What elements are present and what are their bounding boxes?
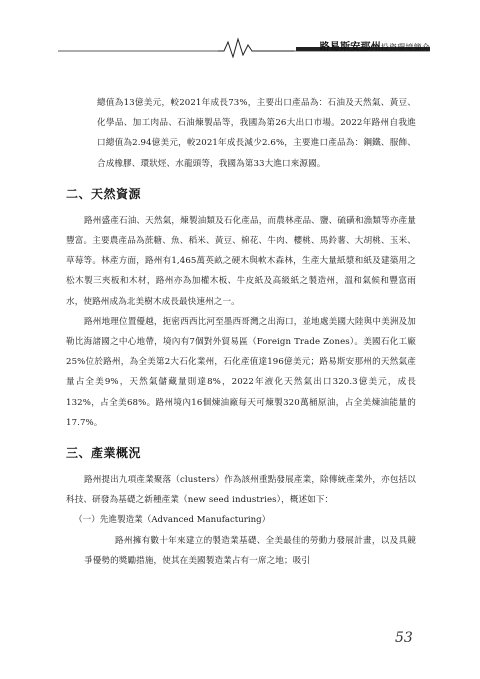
paragraph-trade: 總值為13億美元，較2021年成長73%，主要出口產品為：石油及天然氣、黃豆、化學品、加工肉品、石油煉製品等，我國為第26大出口市場。2022年路州自我進口總值為2.94億美元，較2021年成長減少2.6%，主要進口產品為：鋼鐵、服飾、合成橡膠、環狀烴、水龍頭等，我國為第33大進口來源國。 — [97, 98, 416, 169]
header-title-sub: 投資環境簡介 — [380, 43, 430, 52]
paragraph-geography: 路州地理位置優越，扼密西西比河至墨西哥灣之出海口，並地處美國大陸與中美洲及加勒比海諸國之中心地帶，境內有7個對外貿易區（Foreign Trade Zones）。美國石化工廠25%位於路州，為全美第2大石化業州，石化產值達196億美元；路易斯安那州的天然氣產量占全美9%，天然氣儲藏量則達8%，2022年液化天然氣出口320.3億美元，成長132%，占全美68%。路州境內16個煉油廠每天可煉製320萬桶原油，占全美煉油能量的17.7%。 — [66, 316, 416, 428]
section-heading-natural-resources: 二、天然資源 — [66, 186, 142, 201]
header-title-main: 路易斯安那州 — [319, 42, 381, 53]
paragraph-resources: 路州盛產石油、天然氣，煉製油類及石化產品，而農林產品、鹽、硫磺和漁類等亦產量豐富。主要農產品為蔗糖、魚、稻米、黃豆、棉花、牛肉、櫻桃、馬鈴薯、大胡桃、玉米、草莓等。林產方面，路州有1,465萬英畝之硬木與軟木森林，生產大量紙漿和紙及建築用之松木製三夾板和木材，路州亦為加權木板、牛皮紙及高級紙之製造州，溫和氣候和豐富雨水，使路州成為北美樹木成長最快速州之一。 — [66, 215, 416, 307]
page-number: 53 — [395, 630, 413, 646]
subsection-heading-advanced-manufacturing: （一）先進製造業（Advanced Manufacturing） — [74, 515, 271, 526]
header-title — [320, 38, 430, 53]
page-body — [66, 93, 416, 571]
section-heading-industry-overview: 三、產業概況 — [66, 446, 142, 461]
running-header — [58, 36, 430, 58]
paragraph-clusters: 路州提出九項產業聚落（clusters）作為該州重點發展產業，除傳統產業外，亦包括以科技、研發為基礎之新種產業（new seed industries），概述如下： — [66, 475, 416, 506]
paragraph-manufacturing: 路州擁有數十年來建立的製造業基礎、全美最佳的勞動力發展計畫，以及具競爭優勢的獎勵措施，使其在美國製造業占有一席之地；吸引 — [84, 535, 416, 566]
